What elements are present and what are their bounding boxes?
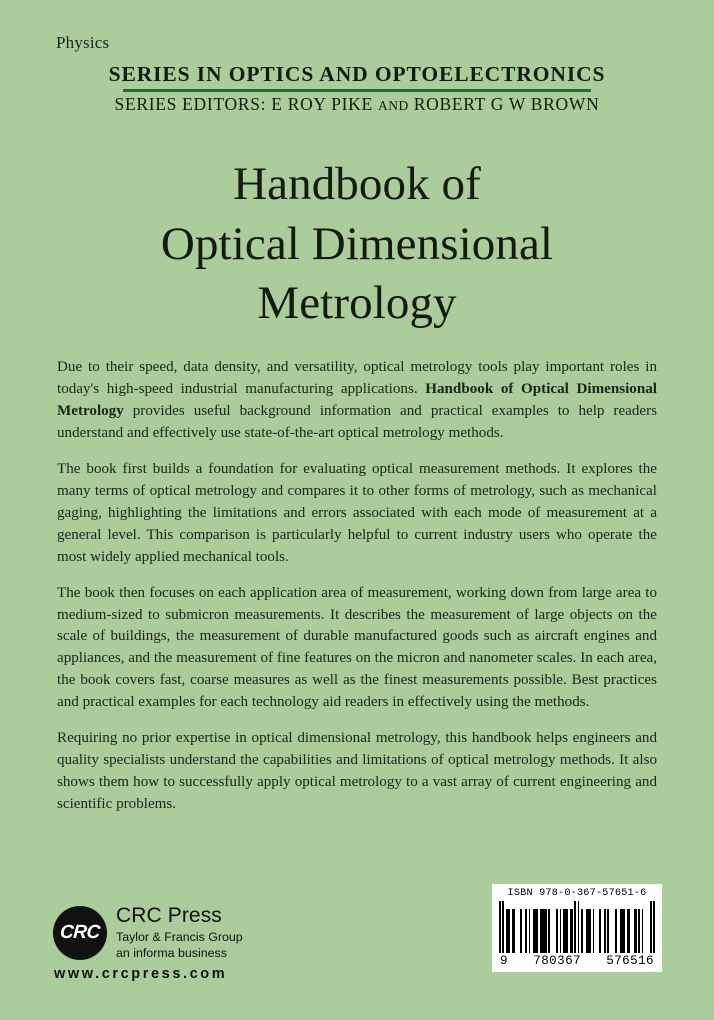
series-title: SERIES IN OPTICS AND OPTOELECTRONICS — [108, 62, 606, 86]
series-editors-prefix: SERIES EDITORS: E ROY PIKE — [114, 94, 378, 115]
blurb-paragraph-2: The book first builds a foundation for evaluating optical measurement methods. It explores the many terms of optical metrology and compares it to other forms of metrology, such as mechanical gaging, highlighting the limitations and errors associated with each mode of measurement at a general level. This comparison is particularly helpful to current industry users who operate the most widely applied mechanical tools. — [57, 460, 657, 565]
blurb-paragraph-3: The book then focuses on each application area of measurement, working down from large area to medium-sized to submicron measurements. It describes the measurement of large objects on the scale of buildings, the measurement of durable manufactured goods such as aircraft engines and appliances, and the measurement of fine features on the micron and nanometer scales. In each area, the book covers fast, coarse measures as well as the finest measurements possible. Best practices and practical examples for each technology aid readers in effectively using the methods. — [57, 584, 657, 711]
series-editors-suffix: ROBERT G W BROWN — [408, 94, 600, 115]
isbn-text: ISBN 978-0-367-57651-6 — [507, 888, 647, 899]
barcode-digit-group-2: 576516 — [606, 954, 654, 969]
series-divider — [123, 89, 591, 92]
title-line-3: Metrology — [257, 277, 457, 330]
blurb-p1-before: Due to their speed, data density, and versatility, optical metrology tools play important roles in today's high-speed industrial manufacturing applications. — [57, 359, 657, 397]
crc-wordmark — [116, 905, 243, 961]
barcode-bars — [499, 901, 655, 953]
page-title — [0, 155, 714, 334]
crc-mark-label: CRC — [59, 922, 101, 944]
blurb-text — [57, 357, 657, 816]
blurb-p1-after: provides useful background information and practical examples to help readers understand and effectively use state-of-the-art optical metrology methods. — [57, 402, 657, 441]
barcode-digit-left: 9 — [500, 954, 508, 969]
publisher-tagline: an informa business — [116, 945, 227, 960]
crc-circle-icon — [53, 906, 107, 960]
series-block — [0, 62, 714, 115]
barcode-digits — [499, 954, 655, 968]
isbn-barcode — [492, 884, 662, 972]
subject-label: Physics — [56, 33, 110, 52]
publisher-name: CRC Press — [116, 904, 222, 928]
blurb-paragraph-4: Requiring no prior expertise in optical dimensional metrology, this handbook helps engineers and quality specialists understand the capabilities and limitations of optical metrology methods. It also shows them how to successfully apply optical metrology to a vast array of current engineering and scientific problems. — [57, 730, 657, 813]
series-editors-and: AND — [377, 98, 409, 114]
blurb-paragraph-1 — [57, 357, 657, 445]
title-line-1: Handbook of — [233, 158, 481, 210]
barcode-digit-group-1: 780367 — [533, 954, 581, 969]
crc-logo-row — [53, 905, 283, 961]
publisher-url: www.crcpress.com — [54, 966, 228, 982]
blurb-p1-bold-title: Handbook of Optical Dimensional Metrology — [57, 380, 657, 419]
series-editors — [0, 94, 714, 115]
title-line-2: Optical Dimensional — [160, 217, 554, 270]
crc-press-logo — [53, 905, 283, 982]
publisher-group: Taylor & Francis Group — [116, 929, 243, 944]
